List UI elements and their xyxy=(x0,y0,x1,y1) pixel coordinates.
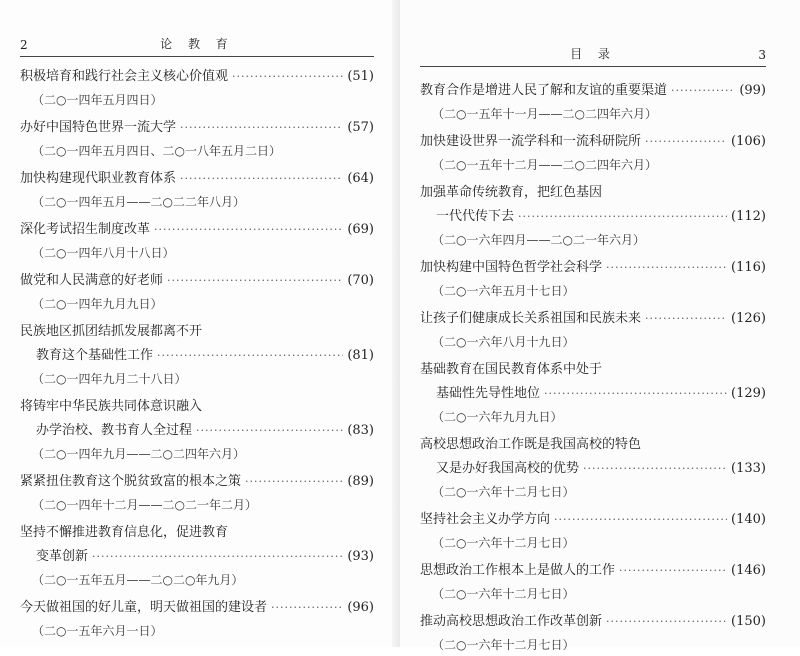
toc-page-ref[interactable]: (89) xyxy=(347,474,374,489)
toc-entry-title[interactable]: 民族地区抓团结抓发展都离不开 xyxy=(20,324,203,339)
dot-leader xyxy=(157,344,343,368)
toc-entry-date: （二○一四年九月——二○二四年六月） xyxy=(32,447,245,461)
left-toc xyxy=(20,65,374,642)
toc-entry-title[interactable]: 变革创新 xyxy=(36,549,89,564)
toc-entry-title[interactable]: 基础教育在国民教育体系中处于 xyxy=(420,362,603,377)
toc-entry[interactable] xyxy=(20,167,374,213)
toc-entry-date: （二○一六年十二月七日） xyxy=(432,536,575,550)
toc-entry[interactable] xyxy=(420,79,766,125)
toc-entry[interactable] xyxy=(420,307,766,353)
toc-entry-date: （二○一六年五月十七日） xyxy=(432,284,575,298)
toc-page-ref[interactable]: (106) xyxy=(731,134,766,149)
toc-page-ref[interactable]: (96) xyxy=(347,600,374,615)
toc-page-ref[interactable]: (140) xyxy=(731,512,766,527)
dot-leader xyxy=(606,256,727,280)
toc-entry-title[interactable]: 将铸牢中华民族共同体意识融入 xyxy=(20,399,203,414)
right-page-header xyxy=(420,44,766,67)
left-page-header xyxy=(20,34,374,57)
toc-page-ref[interactable]: (133) xyxy=(731,461,766,476)
toc-entry-line xyxy=(420,559,766,583)
toc-entry-date: （二○一四年九月九日） xyxy=(32,297,163,311)
toc-entry-line xyxy=(20,596,374,620)
toc-page-ref[interactable]: (57) xyxy=(347,120,374,135)
toc-entry-line xyxy=(20,218,374,242)
toc-entry-title[interactable]: 教育合作是增进人民了解和友谊的重要渠道 xyxy=(420,83,668,98)
toc-entry-title[interactable]: 教育这个基础性工作 xyxy=(36,348,154,363)
toc-entry-line xyxy=(20,320,374,344)
toc-entry[interactable] xyxy=(420,559,766,605)
dot-leader xyxy=(180,116,343,140)
dot-leader xyxy=(518,205,727,229)
toc-entry-date: （二○一六年四月——二○二一年六月） xyxy=(432,233,645,247)
toc-entry[interactable] xyxy=(20,65,374,111)
toc-entry-line xyxy=(20,545,374,569)
toc-entry-line xyxy=(420,433,766,457)
toc-entry-line xyxy=(420,130,766,154)
toc-entry-title[interactable]: 坚持不懈推进教育信息化，促进教育 xyxy=(20,525,229,540)
toc-entry-line xyxy=(420,358,766,382)
toc-entry-title[interactable]: 积极培育和践行社会主义核心价值观 xyxy=(20,69,229,84)
dot-leader xyxy=(167,269,343,293)
toc-entry-title[interactable]: 今天做祖国的好儿童，明天做祖国的建设者 xyxy=(20,600,268,615)
toc-entry-line xyxy=(20,344,374,368)
toc-entry[interactable] xyxy=(420,358,766,428)
toc-entry[interactable] xyxy=(420,508,766,554)
toc-entry-date: （二○一六年八月十九日） xyxy=(432,335,575,349)
dot-leader xyxy=(196,419,343,443)
toc-entry-date: （二○一六年九月九日） xyxy=(432,410,563,424)
toc-entry-date: （二○一六年十二月七日） xyxy=(432,638,575,652)
toc-entry-date: （二○一六年十二月七日） xyxy=(432,485,575,499)
toc-entry[interactable] xyxy=(20,218,374,264)
toc-entry-line xyxy=(420,508,766,532)
toc-page-ref[interactable]: (99) xyxy=(739,83,766,98)
toc-entry-date: （二○一六年十二月七日） xyxy=(432,587,575,601)
toc-page-ref[interactable]: (116) xyxy=(731,260,766,275)
dot-leader xyxy=(544,382,727,406)
toc-entry[interactable] xyxy=(20,320,374,390)
left-running-title: 论 教 育 xyxy=(160,37,234,51)
toc-entry-title[interactable]: 加快构建现代职业教育体系 xyxy=(20,171,177,186)
toc-page-ref[interactable]: (93) xyxy=(347,549,374,564)
toc-entry-date: （二○一五年五月——二○二○年九月） xyxy=(32,573,244,587)
toc-entry-title[interactable]: 思想政治工作根本上是做人的工作 xyxy=(420,563,616,578)
toc-page-ref[interactable]: (51) xyxy=(347,69,374,84)
dot-leader xyxy=(232,65,343,89)
toc-entry[interactable] xyxy=(20,269,374,315)
toc-entry-line xyxy=(420,610,766,634)
toc-page-ref[interactable]: (150) xyxy=(731,614,766,629)
dot-leader xyxy=(645,307,727,331)
toc-entry-line xyxy=(420,382,766,406)
toc-entry-date: （二○一五年十一月——二○二四年六月） xyxy=(432,107,657,121)
right-toc xyxy=(420,79,766,656)
toc-entry[interactable] xyxy=(20,470,374,516)
toc-page-ref[interactable]: (83) xyxy=(347,423,374,438)
toc-entry-title[interactable]: 加快构建中国特色哲学社会科学 xyxy=(420,260,603,275)
toc-entry-line xyxy=(420,79,766,103)
toc-entry[interactable] xyxy=(20,116,374,162)
toc-entry-line xyxy=(20,269,374,293)
toc-page-ref[interactable]: (81) xyxy=(347,348,374,363)
toc-entry-line xyxy=(20,521,374,545)
toc-entry-line xyxy=(420,256,766,280)
toc-entry-date: （二○一四年五月四日） xyxy=(32,93,163,107)
toc-entry-title[interactable]: 坚持社会主义办学方向 xyxy=(420,512,551,527)
left-page xyxy=(0,0,400,647)
toc-entry[interactable] xyxy=(420,130,766,176)
dot-leader xyxy=(271,596,343,620)
toc-entry-date: （二○一四年五月——二○二二年八月） xyxy=(32,195,245,209)
dot-leader xyxy=(619,559,727,583)
dot-leader xyxy=(245,470,343,494)
right-page xyxy=(400,0,800,652)
dot-leader xyxy=(645,130,727,154)
toc-entry-title[interactable]: 加强革命传统教育，把红色基因 xyxy=(420,185,603,200)
toc-entry-line xyxy=(420,307,766,331)
toc-entry-line xyxy=(20,65,374,89)
toc-entry-title[interactable]: 一代代传下去 xyxy=(436,209,515,224)
toc-entry-line xyxy=(20,470,374,494)
toc-page-ref[interactable]: (69) xyxy=(347,222,374,237)
toc-entry-line xyxy=(420,181,766,205)
toc-entry-date: （二○一四年八月十八日） xyxy=(32,246,175,260)
toc-entry[interactable] xyxy=(420,256,766,302)
toc-entry-date: （二○一四年十二月——二○二一年二月） xyxy=(32,498,257,512)
toc-entry-line xyxy=(20,167,374,191)
toc-entry[interactable] xyxy=(20,521,374,591)
toc-entry-title[interactable]: 让孩子们健康成长关系祖国和民族未来 xyxy=(420,311,642,326)
dot-leader xyxy=(671,79,735,103)
right-page-number: 3 xyxy=(758,48,766,62)
dot-leader xyxy=(583,457,727,481)
toc-page-ref[interactable]: (129) xyxy=(731,386,766,401)
toc-page-ref[interactable]: (64) xyxy=(347,171,374,186)
toc-entry-date: （二○一四年九月二十八日） xyxy=(32,372,187,386)
toc-page-ref[interactable]: (70) xyxy=(347,273,374,288)
left-page-number: 2 xyxy=(20,38,28,52)
dot-leader xyxy=(180,167,343,191)
toc-page-ref[interactable]: (126) xyxy=(731,311,766,326)
toc-entry-line xyxy=(20,116,374,140)
toc-entry-title[interactable]: 基础性先导性地位 xyxy=(436,386,541,401)
toc-entry[interactable] xyxy=(420,610,766,656)
toc-entry-line xyxy=(20,419,374,443)
toc-entry-title[interactable]: 又是办好我国高校的优势 xyxy=(436,461,580,476)
toc-entry-line xyxy=(420,205,766,229)
toc-entry-title[interactable]: 高校思想政治工作既是我国高校的特色 xyxy=(420,437,642,452)
toc-entry-date: （二○一五年六月一日） xyxy=(32,624,163,638)
toc-page-ref[interactable]: (146) xyxy=(731,563,766,578)
right-running-title: 目 录 xyxy=(570,47,616,61)
toc-entry-date: （二○一四年五月四日、二○一八年五月二日） xyxy=(32,144,281,158)
toc-entry-title[interactable]: 做党和人民满意的好老师 xyxy=(20,273,164,288)
toc-entry[interactable] xyxy=(20,395,374,465)
dot-leader xyxy=(606,610,727,634)
toc-entry-date: （二○一五年十二月——二○二四年六月） xyxy=(432,158,657,172)
dot-leader xyxy=(554,508,727,532)
toc-page-ref[interactable]: (112) xyxy=(731,209,766,224)
dot-leader xyxy=(154,218,343,242)
toc-entry-title[interactable]: 办好中国特色世界一流大学 xyxy=(20,120,177,135)
toc-entry-title[interactable]: 推动高校思想政治工作改革创新 xyxy=(420,614,603,629)
toc-entry-line xyxy=(420,457,766,481)
toc-entry[interactable] xyxy=(420,433,766,503)
toc-entry-title[interactable]: 加快建设世界一流学科和一流科研院所 xyxy=(420,134,642,149)
toc-entry[interactable] xyxy=(420,181,766,251)
dot-leader xyxy=(92,545,343,569)
toc-entry-title[interactable]: 紧紧扭住教育这个脱贫致富的根本之策 xyxy=(20,474,242,489)
toc-entry-title[interactable]: 深化考试招生制度改革 xyxy=(20,222,151,237)
toc-entry-title[interactable]: 办学治校、教书育人全过程 xyxy=(36,423,193,438)
toc-entry-line xyxy=(20,395,374,419)
toc-entry[interactable] xyxy=(20,596,374,642)
